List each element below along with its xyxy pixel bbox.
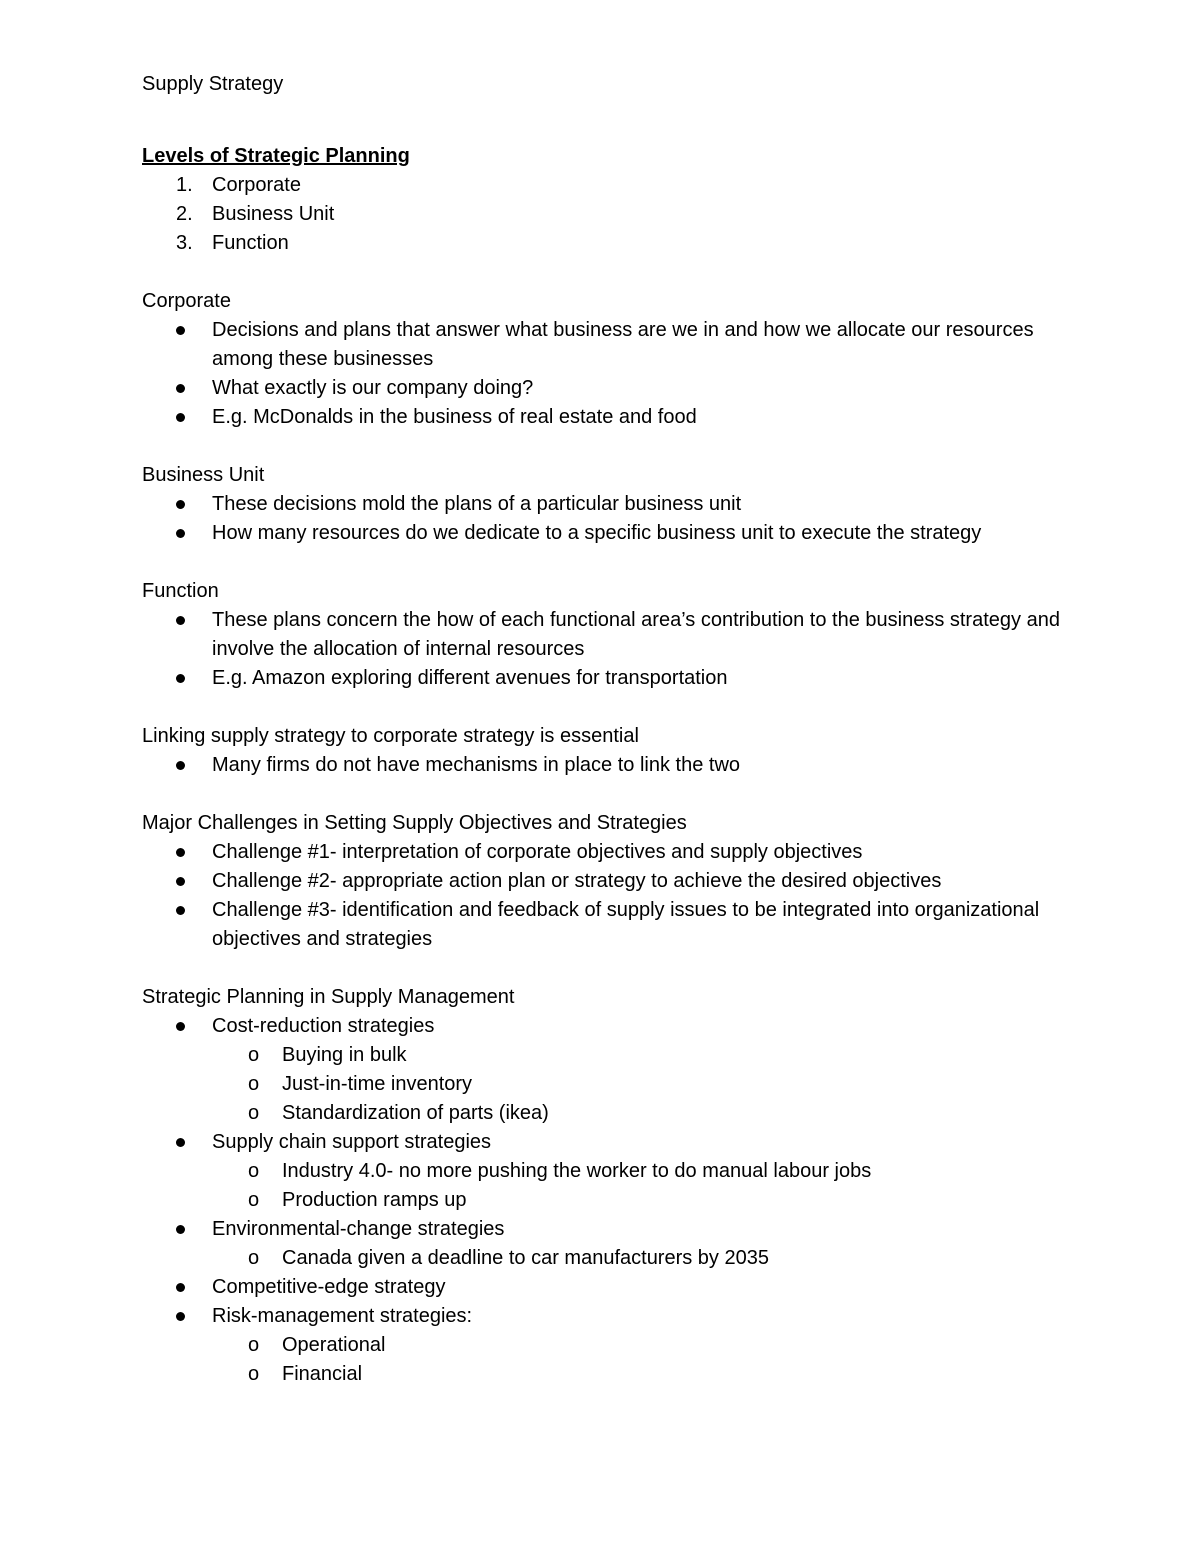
bullet-icon xyxy=(176,500,185,509)
list-item xyxy=(142,606,1062,664)
list-number: 3. xyxy=(176,232,193,254)
levels-heading: Levels of Strategic Planning xyxy=(142,145,410,167)
list-number: 2. xyxy=(176,203,193,225)
list-item-text: Corporate xyxy=(212,174,301,196)
list-item xyxy=(142,374,1062,403)
list-item xyxy=(142,229,1062,258)
list-item-text: Challenge #1- interpretation of corporate objectives and supply objectives xyxy=(212,841,863,863)
linking-bullets xyxy=(142,751,1062,780)
strategic-planning-bullets xyxy=(142,1012,1062,1041)
section-heading-function: Function xyxy=(142,580,219,602)
list-item xyxy=(142,664,1062,693)
list-item-text: Cost-reduction strategies xyxy=(212,1015,435,1037)
supply-chain-sublist xyxy=(142,1157,1062,1215)
strategic-planning-bullets xyxy=(142,1215,1062,1244)
circle-bullet-icon: o xyxy=(248,1363,260,1385)
spacer xyxy=(142,258,1062,287)
list-item-text: These decisions mold the plans of a particular business unit xyxy=(212,493,742,515)
list-item xyxy=(142,403,1062,432)
list-item-text: Function xyxy=(212,232,289,254)
list-item-text: Challenge #3- identification and feedback of supply issues to be integrated into organizational objectives and strategies xyxy=(212,899,1040,950)
bullet-icon xyxy=(176,906,185,915)
sub-list-item xyxy=(212,1244,1062,1273)
list-item-text: What exactly is our company doing? xyxy=(212,377,534,399)
list-item xyxy=(142,867,1062,896)
sub-list-item xyxy=(212,1186,1062,1215)
list-item xyxy=(142,838,1062,867)
bullet-icon xyxy=(176,1022,185,1031)
spacer xyxy=(142,780,1062,809)
bullet-icon xyxy=(176,848,185,857)
section-heading-challenges: Major Challenges in Setting Supply Objectives and Strategies xyxy=(142,812,687,834)
circle-bullet-icon: o xyxy=(248,1247,260,1269)
bullet-icon xyxy=(176,761,185,770)
sub-list-item xyxy=(212,1070,1062,1099)
list-item-text: These plans concern the how of each functional area’s contribution to the business strategy and involve the allocation of internal resources xyxy=(212,609,1060,660)
section-heading-corporate: Corporate xyxy=(142,290,231,312)
list-item xyxy=(142,751,1062,780)
section-heading-linking: Linking supply strategy to corporate strategy is essential xyxy=(142,725,639,747)
list-item xyxy=(142,1302,1062,1331)
list-item-text: Challenge #2- appropriate action plan or strategy to achieve the desired objectives xyxy=(212,870,942,892)
list-item xyxy=(142,200,1062,229)
bullet-icon xyxy=(176,413,185,422)
bullet-icon xyxy=(176,1312,185,1321)
circle-bullet-icon: o xyxy=(248,1160,260,1182)
bullet-icon xyxy=(176,616,185,625)
levels-list xyxy=(142,171,1062,258)
document-title: Supply Strategy xyxy=(142,73,284,95)
section-heading-strategic-planning: Strategic Planning in Supply Management xyxy=(142,986,515,1008)
spacer xyxy=(142,693,1062,722)
sub-list-item-text: Canada given a deadline to car manufacturers by 2035 xyxy=(282,1247,769,1269)
function-bullets xyxy=(142,606,1062,693)
sub-list-item xyxy=(212,1157,1062,1186)
sub-list-item-text: Operational xyxy=(282,1334,386,1356)
list-item-text: How many resources do we dedicate to a specific business unit to execute the strategy xyxy=(212,522,982,544)
list-item xyxy=(142,1012,1062,1041)
bullet-icon xyxy=(176,384,185,393)
list-item-text: E.g. McDonalds in the business of real estate and food xyxy=(212,406,697,428)
sub-list-item-text: Standardization of parts (ikea) xyxy=(282,1102,549,1124)
circle-bullet-icon: o xyxy=(248,1334,260,1356)
sub-list-item xyxy=(212,1099,1062,1128)
strategic-planning-bullets xyxy=(142,1273,1062,1331)
list-item-text: E.g. Amazon exploring different avenues for transportation xyxy=(212,667,728,689)
spacer xyxy=(142,432,1062,461)
bullet-icon xyxy=(176,674,185,683)
list-item-text: Many firms do not have mechanisms in place to link the two xyxy=(212,754,741,776)
risk-management-sublist xyxy=(142,1331,1062,1389)
bullet-icon xyxy=(176,326,185,335)
spacer xyxy=(142,954,1062,983)
list-item xyxy=(142,1215,1062,1244)
sub-list-item-text: Buying in bulk xyxy=(282,1044,407,1066)
circle-bullet-icon: o xyxy=(248,1102,260,1124)
list-number: 1. xyxy=(176,174,193,196)
list-item-text: Risk-management strategies: xyxy=(212,1305,473,1327)
circle-bullet-icon: o xyxy=(248,1073,260,1095)
strategic-planning-bullets xyxy=(142,1128,1062,1157)
spacer xyxy=(142,548,1062,577)
list-item-text: Competitive-edge strategy xyxy=(212,1276,446,1298)
environmental-sublist xyxy=(142,1244,1062,1273)
business-unit-bullets xyxy=(142,490,1062,548)
list-item-text: Environmental-change strategies xyxy=(212,1218,505,1240)
list-item-text: Supply chain support strategies xyxy=(212,1131,492,1153)
list-item xyxy=(142,171,1062,200)
sub-list-item-text: Financial xyxy=(282,1363,363,1385)
bullet-icon xyxy=(176,529,185,538)
sub-list-item-text: Industry 4.0- no more pushing the worker to do manual labour jobs xyxy=(282,1160,872,1182)
sub-list-item xyxy=(212,1331,1062,1360)
list-item xyxy=(142,490,1062,519)
cost-reduction-sublist xyxy=(142,1041,1062,1128)
sub-list-item-text: Just-in-time inventory xyxy=(282,1073,473,1095)
bullet-icon xyxy=(176,877,185,886)
challenges-bullets xyxy=(142,838,1062,954)
circle-bullet-icon: o xyxy=(248,1189,260,1211)
corporate-bullets xyxy=(142,316,1062,432)
document-body xyxy=(142,70,1062,1389)
sub-list-item xyxy=(212,1360,1062,1389)
list-item xyxy=(142,1273,1062,1302)
list-item xyxy=(142,316,1062,374)
list-item-text: Decisions and plans that answer what business are we in and how we allocate our resources among these businesses xyxy=(212,319,1034,370)
circle-bullet-icon: o xyxy=(248,1044,260,1066)
list-item xyxy=(142,1128,1062,1157)
section-heading-business-unit: Business Unit xyxy=(142,464,265,486)
list-item-text: Business Unit xyxy=(212,203,335,225)
spacer xyxy=(142,99,1062,142)
list-item xyxy=(142,896,1062,954)
bullet-icon xyxy=(176,1225,185,1234)
bullet-icon xyxy=(176,1283,185,1292)
sub-list-item xyxy=(212,1041,1062,1070)
sub-list-item-text: Production ramps up xyxy=(282,1189,467,1211)
list-item xyxy=(142,519,1062,548)
bullet-icon xyxy=(176,1138,185,1147)
